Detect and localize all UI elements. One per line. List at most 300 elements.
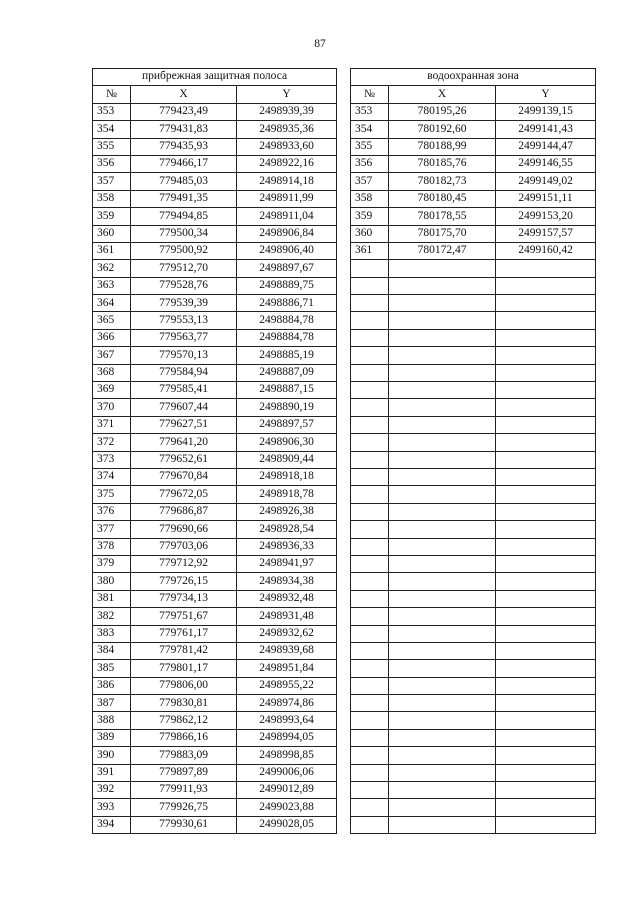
coord-x: 779734,13 [131, 590, 237, 607]
point-number [351, 364, 389, 381]
coord-x: 779866,16 [131, 729, 237, 746]
coord-y: 2499149,02 [496, 173, 596, 190]
point-number [351, 573, 389, 590]
coord-y: 2498932,48 [237, 590, 337, 607]
table-row [93, 573, 337, 590]
coord-y [496, 747, 596, 764]
point-number: 380 [93, 573, 131, 590]
table-row [351, 573, 596, 590]
table-row [351, 382, 596, 399]
table-row [93, 451, 337, 468]
point-number [351, 608, 389, 625]
page-number: 87 [314, 38, 326, 50]
table-row [351, 642, 596, 659]
coord-x [389, 764, 496, 781]
coord-x [389, 625, 496, 642]
point-number: 358 [351, 190, 389, 207]
point-number [351, 295, 389, 312]
point-number: 353 [93, 103, 131, 120]
table-row [93, 677, 337, 694]
point-number: 355 [351, 138, 389, 155]
point-number [351, 695, 389, 712]
table-row [351, 242, 596, 259]
coord-y: 2498993,64 [237, 712, 337, 729]
table-row [93, 747, 337, 764]
table-row [93, 364, 337, 381]
table-row [93, 103, 337, 120]
coord-y: 2499028,05 [237, 816, 337, 833]
coord-x [389, 434, 496, 451]
table-row [351, 260, 596, 277]
table-body [93, 103, 337, 833]
point-number [351, 347, 389, 364]
point-number [351, 277, 389, 294]
table-row [93, 242, 337, 259]
coord-x [389, 312, 496, 329]
coord-x [389, 660, 496, 677]
table-row [93, 399, 337, 416]
coord-y [496, 434, 596, 451]
table-row [351, 468, 596, 485]
coord-x: 779431,83 [131, 121, 237, 138]
water-protection-zone-table [350, 68, 596, 834]
table-row [93, 468, 337, 485]
coord-y: 2498933,60 [237, 138, 337, 155]
coord-x [389, 503, 496, 520]
coord-y: 2498918,78 [237, 486, 337, 503]
coord-x: 779806,00 [131, 677, 237, 694]
point-number: 357 [351, 173, 389, 190]
coord-y: 2499141,43 [496, 121, 596, 138]
table-row [93, 729, 337, 746]
coord-y [496, 590, 596, 607]
table-row [351, 295, 596, 312]
coord-y [496, 555, 596, 572]
table-title-row [351, 69, 596, 86]
coord-y: 2498928,54 [237, 521, 337, 538]
coord-x [389, 608, 496, 625]
coord-y: 2498906,84 [237, 225, 337, 242]
coord-y [496, 642, 596, 659]
point-number: 359 [351, 208, 389, 225]
coord-y: 2498911,04 [237, 208, 337, 225]
coord-x: 779751,67 [131, 608, 237, 625]
point-number: 392 [93, 782, 131, 799]
coord-y: 2498955,22 [237, 677, 337, 694]
table-row [93, 329, 337, 346]
table-row [351, 521, 596, 538]
coord-y: 2498931,48 [237, 608, 337, 625]
coord-y [496, 416, 596, 433]
coord-y: 2498911,99 [237, 190, 337, 207]
coord-x [389, 329, 496, 346]
coord-y [496, 399, 596, 416]
point-number: 359 [93, 208, 131, 225]
coord-y [496, 468, 596, 485]
table-row [351, 121, 596, 138]
coord-y [496, 538, 596, 555]
table-row [351, 816, 596, 833]
coord-x: 779686,87 [131, 503, 237, 520]
table-title-row [93, 69, 337, 86]
coord-y: 2498932,62 [237, 625, 337, 642]
coord-x [389, 590, 496, 607]
table-row [351, 590, 596, 607]
point-number: 361 [93, 242, 131, 259]
table-row [351, 138, 596, 155]
coord-x: 779466,17 [131, 155, 237, 172]
coord-x: 779690,66 [131, 521, 237, 538]
coord-y: 2498939,68 [237, 642, 337, 659]
table-row [351, 155, 596, 172]
coord-x: 779883,09 [131, 747, 237, 764]
coord-y: 2498941,97 [237, 555, 337, 572]
coord-x: 779801,17 [131, 660, 237, 677]
table-row [93, 486, 337, 503]
table-row [93, 625, 337, 642]
table-row [351, 399, 596, 416]
point-number [351, 399, 389, 416]
header-x: X [131, 86, 237, 103]
coord-y [496, 364, 596, 381]
table-row [351, 173, 596, 190]
table-row [93, 816, 337, 833]
point-number [351, 434, 389, 451]
coord-y [496, 799, 596, 816]
coord-x [389, 277, 496, 294]
point-number: 363 [93, 277, 131, 294]
point-number: 367 [93, 347, 131, 364]
coord-x: 779930,61 [131, 816, 237, 833]
point-number [351, 538, 389, 555]
table-row [93, 608, 337, 625]
point-number: 393 [93, 799, 131, 816]
coord-x [389, 555, 496, 572]
coord-x: 780182,73 [389, 173, 496, 190]
table-row [351, 538, 596, 555]
coord-y [496, 295, 596, 312]
table-row [351, 103, 596, 120]
point-number [351, 486, 389, 503]
coord-y: 2499151,11 [496, 190, 596, 207]
point-number: 364 [93, 295, 131, 312]
table-row [351, 277, 596, 294]
coord-y: 2499146,55 [496, 155, 596, 172]
coord-y [496, 451, 596, 468]
table-row [93, 782, 337, 799]
coord-x [389, 416, 496, 433]
point-number: 382 [93, 608, 131, 625]
table-header-row [93, 86, 337, 103]
coord-y: 2499012,89 [237, 782, 337, 799]
coord-y [496, 312, 596, 329]
point-number: 376 [93, 503, 131, 520]
table-row [351, 782, 596, 799]
point-number [351, 625, 389, 642]
point-number: 355 [93, 138, 131, 155]
table-row [93, 712, 337, 729]
point-number [351, 799, 389, 816]
coord-y: 2498926,38 [237, 503, 337, 520]
coord-x: 779862,12 [131, 712, 237, 729]
point-number: 385 [93, 660, 131, 677]
coord-x: 779897,89 [131, 764, 237, 781]
point-number [351, 555, 389, 572]
coord-x: 779585,41 [131, 382, 237, 399]
table-row [93, 434, 337, 451]
coord-x [389, 451, 496, 468]
coord-y [496, 625, 596, 642]
point-number: 369 [93, 382, 131, 399]
coord-y [496, 382, 596, 399]
table-row [351, 660, 596, 677]
table-row [351, 486, 596, 503]
coord-y: 2498918,18 [237, 468, 337, 485]
table-row [351, 190, 596, 207]
coord-y [496, 729, 596, 746]
table-row [93, 764, 337, 781]
point-number [351, 451, 389, 468]
point-number: 384 [93, 642, 131, 659]
table-row [93, 503, 337, 520]
coord-y: 2498886,71 [237, 295, 337, 312]
point-number: 375 [93, 486, 131, 503]
table-header-row [351, 86, 596, 103]
table-row [351, 625, 596, 642]
point-number [351, 677, 389, 694]
table-row [351, 312, 596, 329]
table-row [93, 173, 337, 190]
point-number [351, 329, 389, 346]
table-row [351, 329, 596, 346]
point-number: 383 [93, 625, 131, 642]
point-number: 374 [93, 468, 131, 485]
coord-y: 2498889,75 [237, 277, 337, 294]
coord-y: 2498939,39 [237, 103, 337, 120]
coord-x: 779435,93 [131, 138, 237, 155]
coord-x: 779607,44 [131, 399, 237, 416]
coord-y: 2498909,44 [237, 451, 337, 468]
coord-y [496, 695, 596, 712]
coord-y: 2499139,15 [496, 103, 596, 120]
coord-x [389, 347, 496, 364]
coord-x [389, 573, 496, 590]
table-row [351, 677, 596, 694]
point-number: 358 [93, 190, 131, 207]
coord-x: 780188,99 [389, 138, 496, 155]
coord-x [389, 521, 496, 538]
point-number: 354 [351, 121, 389, 138]
coord-x: 779528,76 [131, 277, 237, 294]
table-row [93, 642, 337, 659]
coord-y: 2499157,57 [496, 225, 596, 242]
coord-y [496, 608, 596, 625]
coord-x: 779703,06 [131, 538, 237, 555]
coord-y: 2499160,42 [496, 242, 596, 259]
coord-x: 779563,77 [131, 329, 237, 346]
coord-x [389, 382, 496, 399]
coord-x [389, 260, 496, 277]
coord-y: 2499144,47 [496, 138, 596, 155]
coord-y: 2498884,78 [237, 329, 337, 346]
coord-x [389, 399, 496, 416]
coord-y [496, 573, 596, 590]
coord-x: 779652,61 [131, 451, 237, 468]
table-row [351, 712, 596, 729]
coord-y [496, 503, 596, 520]
table-row [93, 277, 337, 294]
table-row [351, 503, 596, 520]
table-row [93, 799, 337, 816]
table-row [351, 695, 596, 712]
point-number: 362 [93, 260, 131, 277]
table-row [93, 660, 337, 677]
coord-x: 779911,93 [131, 782, 237, 799]
table-row [351, 608, 596, 625]
point-number: 377 [93, 521, 131, 538]
coord-x: 779761,17 [131, 625, 237, 642]
coord-y: 2498951,84 [237, 660, 337, 677]
point-number [351, 712, 389, 729]
coord-y: 2499006,06 [237, 764, 337, 781]
point-number: 381 [93, 590, 131, 607]
coord-x: 779500,92 [131, 242, 237, 259]
coord-y: 2499153,20 [496, 208, 596, 225]
coord-x [389, 695, 496, 712]
header-number: № [93, 86, 131, 103]
table-row [93, 382, 337, 399]
coord-y [496, 816, 596, 833]
coord-x: 779500,34 [131, 225, 237, 242]
coord-x: 779494,85 [131, 208, 237, 225]
coord-y: 2498934,38 [237, 573, 337, 590]
point-number [351, 521, 389, 538]
point-number [351, 416, 389, 433]
coord-x [389, 295, 496, 312]
coord-x: 780172,47 [389, 242, 496, 259]
header-y: Y [237, 86, 337, 103]
coord-y [496, 764, 596, 781]
header-x: X [389, 86, 496, 103]
table-row [93, 538, 337, 555]
point-number [351, 503, 389, 520]
table-row [93, 225, 337, 242]
table-row [93, 521, 337, 538]
table-row [93, 695, 337, 712]
header-y: Y [496, 86, 596, 103]
table-body [351, 103, 596, 833]
point-number: 361 [351, 242, 389, 259]
table-row [93, 295, 337, 312]
point-number [351, 468, 389, 485]
coord-y: 2498897,67 [237, 260, 337, 277]
point-number: 388 [93, 712, 131, 729]
coord-x: 779781,42 [131, 642, 237, 659]
table-row [93, 155, 337, 172]
coord-x [389, 486, 496, 503]
table-row [93, 555, 337, 572]
table-row [93, 138, 337, 155]
point-number: 378 [93, 538, 131, 555]
coord-x: 780195,26 [389, 103, 496, 120]
coord-x: 779670,84 [131, 468, 237, 485]
coord-x [389, 677, 496, 694]
coord-y [496, 486, 596, 503]
point-number [351, 747, 389, 764]
point-number: 394 [93, 816, 131, 833]
table-row [93, 590, 337, 607]
coord-y: 2498887,15 [237, 382, 337, 399]
coord-x: 779712,92 [131, 555, 237, 572]
point-number [351, 764, 389, 781]
point-number: 357 [93, 173, 131, 190]
coord-x: 779539,39 [131, 295, 237, 312]
table-row [351, 799, 596, 816]
coord-y: 2498890,19 [237, 399, 337, 416]
point-number: 360 [351, 225, 389, 242]
table-row [351, 451, 596, 468]
point-number: 353 [351, 103, 389, 120]
coord-y: 2498998,85 [237, 747, 337, 764]
coord-y: 2498885,19 [237, 347, 337, 364]
point-number: 371 [93, 416, 131, 433]
coord-y: 2499023,88 [237, 799, 337, 816]
coord-y: 2498974,86 [237, 695, 337, 712]
coord-x: 779570,13 [131, 347, 237, 364]
point-number: 356 [93, 155, 131, 172]
coord-y: 2498922,16 [237, 155, 337, 172]
coord-x [389, 712, 496, 729]
coord-y: 2498887,09 [237, 364, 337, 381]
coord-y: 2498906,30 [237, 434, 337, 451]
coord-y: 2498935,36 [237, 121, 337, 138]
point-number [351, 660, 389, 677]
table-row [351, 747, 596, 764]
coord-y: 2498884,78 [237, 312, 337, 329]
coord-x [389, 642, 496, 659]
coord-x: 779926,75 [131, 799, 237, 816]
table-row [351, 364, 596, 381]
point-number: 390 [93, 747, 131, 764]
coord-x: 779641,20 [131, 434, 237, 451]
table-row [351, 555, 596, 572]
point-number: 366 [93, 329, 131, 346]
point-number: 372 [93, 434, 131, 451]
coord-x: 779423,49 [131, 103, 237, 120]
point-number: 365 [93, 312, 131, 329]
coord-y [496, 329, 596, 346]
point-number: 386 [93, 677, 131, 694]
point-number: 389 [93, 729, 131, 746]
point-number: 354 [93, 121, 131, 138]
coord-y: 2498897,57 [237, 416, 337, 433]
coord-x [389, 782, 496, 799]
coord-y [496, 782, 596, 799]
point-number: 356 [351, 155, 389, 172]
table-row [351, 416, 596, 433]
point-number: 391 [93, 764, 131, 781]
coastal-protection-strip-table [92, 68, 337, 834]
table-row [93, 208, 337, 225]
table-title: прибрежная защитная полоса [93, 69, 337, 86]
coord-y [496, 277, 596, 294]
point-number [351, 590, 389, 607]
point-number [351, 782, 389, 799]
point-number: 368 [93, 364, 131, 381]
point-number: 387 [93, 695, 131, 712]
point-number [351, 382, 389, 399]
table-row [93, 312, 337, 329]
